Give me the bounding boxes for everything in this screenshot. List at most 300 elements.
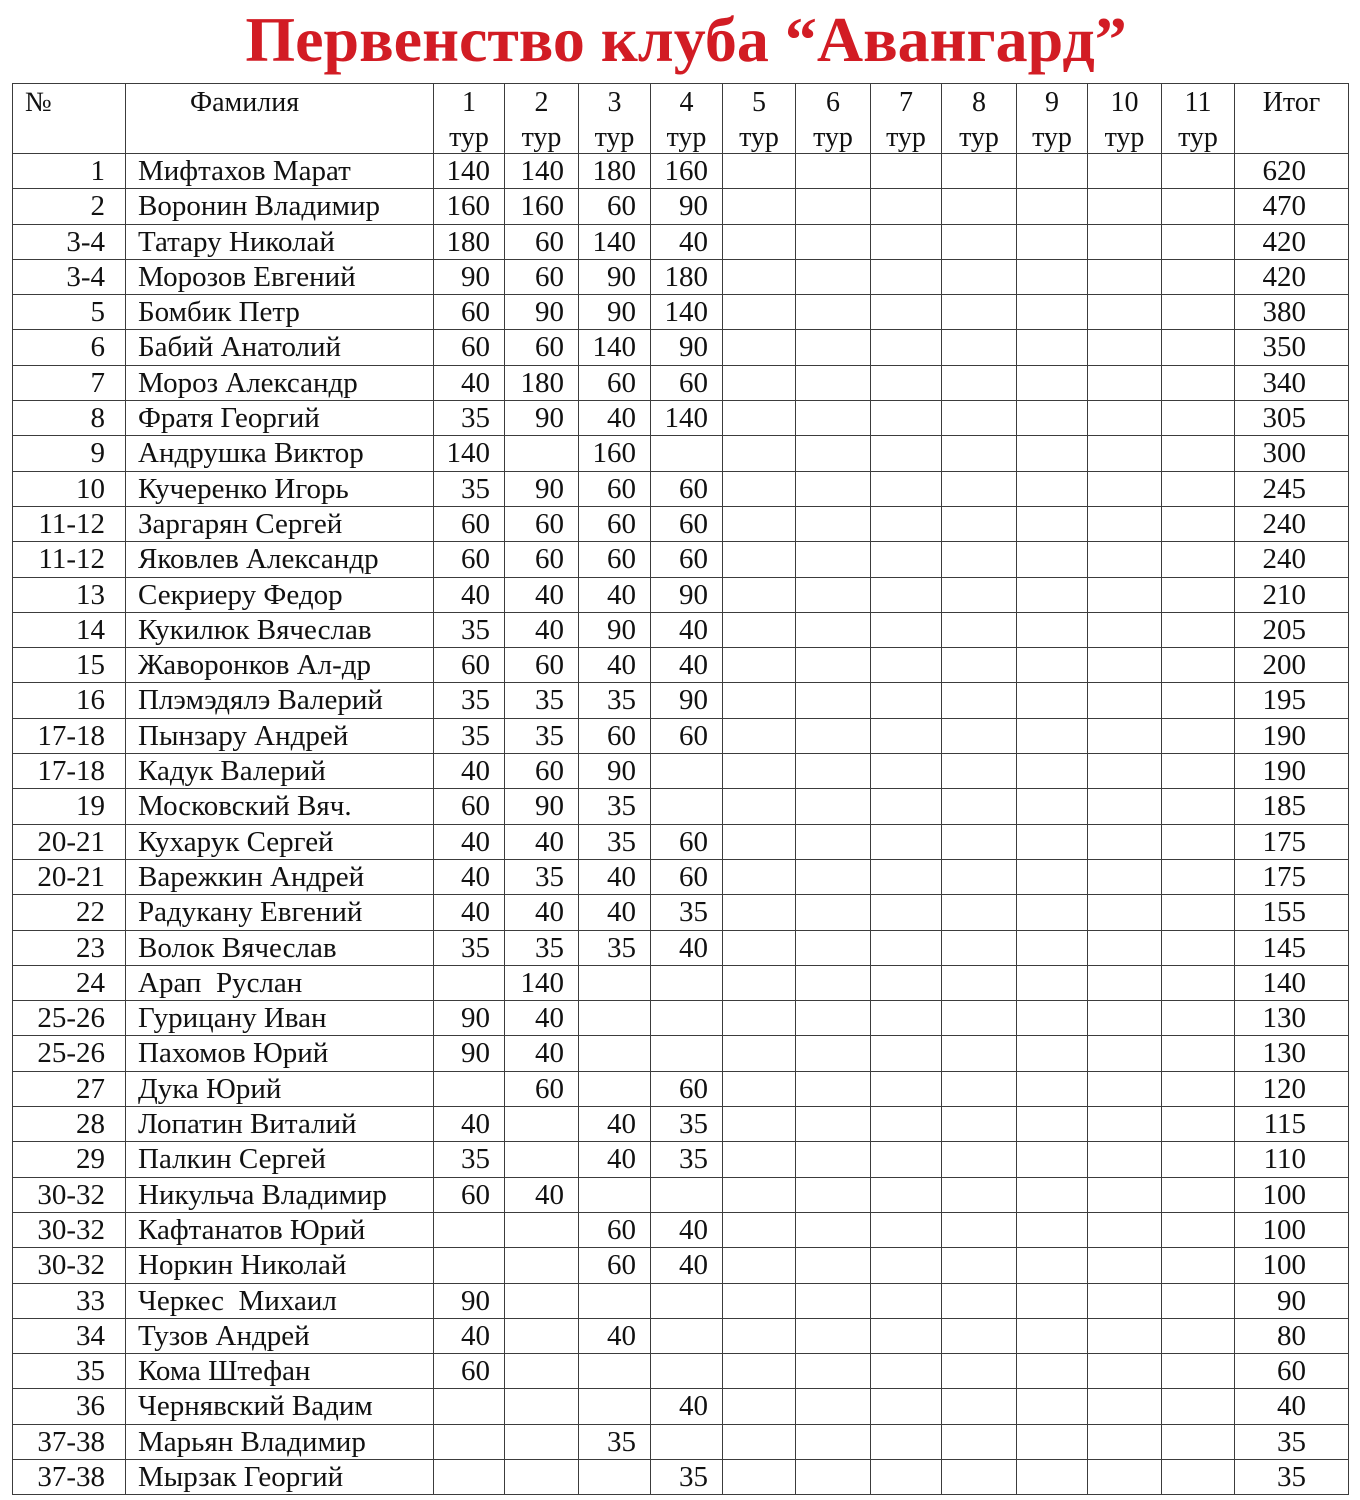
table-row [13,1107,1349,1142]
score-cell: 35 [579,931,651,965]
table-row [13,1001,1349,1036]
round-number: 1 [462,87,476,118]
name-cell: Мифтахов Марат [126,154,434,188]
score-cell [1017,1036,1088,1070]
total-cell: 190 [1235,754,1349,788]
place-cell: 17-18 [13,719,126,753]
score-cell [1088,1107,1162,1141]
total-cell: 195 [1235,683,1349,717]
score-cell [871,1072,942,1106]
score-cell [871,1284,942,1318]
place-cell: 30-32 [13,1178,126,1212]
score-cell: 60 [579,719,651,753]
score-cell [871,1107,942,1141]
score-cell [796,1178,871,1212]
table-row [13,931,1349,966]
score-cell [723,472,796,506]
table-row [13,719,1349,754]
name-cell: Чернявский Вадим [126,1389,434,1423]
score-cell: 40 [579,895,651,929]
score-cell [1162,825,1235,859]
table-row [13,189,1349,224]
score-cell [1088,1001,1162,1035]
score-cell [1088,683,1162,717]
score-cell: 35 [434,472,505,506]
score-cell [871,1425,942,1459]
header-round-10 [1088,84,1162,153]
table-row [13,472,1349,507]
score-cell [942,719,1017,753]
score-cell [579,1284,651,1318]
score-cell [942,648,1017,682]
round-number: 6 [826,87,840,118]
round-number: 2 [534,87,549,118]
score-cell [505,1248,579,1282]
table-row [13,683,1349,718]
score-cell: 90 [579,295,651,329]
place-cell: 10 [13,472,126,506]
score-cell: 140 [651,401,723,435]
round-number: 9 [1045,87,1059,118]
score-cell: 40 [651,1213,723,1247]
table-row [13,966,1349,1001]
score-cell [723,789,796,823]
total-cell: 300 [1235,436,1349,470]
score-cell [871,330,942,364]
score-cell [1088,401,1162,435]
score-cell [942,789,1017,823]
table-row [13,754,1349,789]
round-unit: тур [666,122,707,153]
round-unit: тур [1104,122,1145,153]
score-cell [796,295,871,329]
score-cell [942,1107,1017,1141]
score-cell [1088,1213,1162,1247]
score-cell [505,1284,579,1318]
table-row [13,507,1349,542]
score-cell: 40 [651,613,723,647]
score-cell [796,613,871,647]
name-cell: Варежкин Андрей [126,860,434,894]
score-cell: 40 [505,1178,579,1212]
name-cell: Лопатин Виталий [126,1107,434,1141]
score-cell [1017,719,1088,753]
score-cell [871,1389,942,1423]
place-cell: 5 [13,295,126,329]
score-cell [505,1425,579,1459]
table-row [13,401,1349,436]
score-cell [1017,189,1088,223]
table-row [13,895,1349,930]
score-cell: 90 [651,683,723,717]
score-cell [942,401,1017,435]
header-round-2 [505,84,579,153]
score-cell [723,1036,796,1070]
score-cell: 90 [651,578,723,612]
score-cell [871,1319,942,1353]
score-cell [1088,1389,1162,1423]
table-row [13,1072,1349,1107]
score-cell [579,1389,651,1423]
total-cell: 100 [1235,1178,1349,1212]
score-cell: 140 [579,330,651,364]
score-cell [796,931,871,965]
score-cell [796,401,871,435]
score-cell [579,1354,651,1388]
total-cell: 210 [1235,578,1349,612]
score-cell: 40 [651,225,723,259]
score-cell [1017,931,1088,965]
score-cell [1017,330,1088,364]
name-cell: Кучеренко Игорь [126,472,434,506]
score-cell [1162,1425,1235,1459]
score-cell [723,895,796,929]
score-cell: 90 [505,472,579,506]
score-cell [871,825,942,859]
score-cell: 35 [505,931,579,965]
table-row [13,1178,1349,1213]
total-cell: 140 [1235,966,1349,1000]
score-cell [1088,719,1162,753]
score-cell: 60 [651,507,723,541]
round-unit: тур [521,122,562,153]
score-cell [723,1389,796,1423]
score-cell [651,1354,723,1388]
score-cell [871,1142,942,1176]
place-cell: 8 [13,401,126,435]
score-cell: 40 [505,1001,579,1035]
score-cell [871,578,942,612]
score-cell [505,1354,579,1388]
total-cell: 185 [1235,789,1349,823]
score-cell: 40 [434,754,505,788]
name-cell: Черкес Михаил [126,1284,434,1318]
score-cell [1017,895,1088,929]
score-cell: 160 [651,154,723,188]
score-cell [871,613,942,647]
score-cell [723,1248,796,1282]
score-cell [1017,966,1088,1000]
total-cell: 60 [1235,1354,1349,1388]
name-cell: Мырзак Георгий [126,1460,434,1494]
header-round-11 [1162,84,1235,153]
score-cell: 35 [651,895,723,929]
place-cell: 30-32 [13,1213,126,1247]
score-cell [942,1389,1017,1423]
name-cell: Андрушка Виктор [126,436,434,470]
score-cell [1088,895,1162,929]
score-cell [1162,789,1235,823]
place-cell: 7 [13,366,126,400]
score-cell [505,1107,579,1141]
score-cell [1017,1001,1088,1035]
score-cell [723,260,796,294]
score-cell [651,436,723,470]
score-cell [1017,366,1088,400]
place-cell: 22 [13,895,126,929]
score-cell [723,507,796,541]
score-cell [1017,578,1088,612]
score-cell [723,401,796,435]
round-number: 5 [752,87,766,118]
place-cell: 3-4 [13,260,126,294]
score-cell: 40 [579,401,651,435]
score-cell [1017,472,1088,506]
score-cell: 35 [651,1107,723,1141]
total-cell: 240 [1235,542,1349,576]
score-cell: 35 [434,931,505,965]
place-cell: 13 [13,578,126,612]
score-cell [942,507,1017,541]
place-cell: 1 [13,154,126,188]
total-cell: 420 [1235,225,1349,259]
place-cell: 35 [13,1354,126,1388]
score-cell [723,719,796,753]
name-cell: Плэмэдялэ Валерий [126,683,434,717]
score-cell [942,1213,1017,1247]
score-cell [796,719,871,753]
score-cell: 40 [579,578,651,612]
score-cell [1162,189,1235,223]
total-cell: 35 [1235,1425,1349,1459]
score-cell [871,189,942,223]
score-cell [1088,789,1162,823]
place-cell: 34 [13,1319,126,1353]
score-cell: 40 [651,1248,723,1282]
score-cell [1017,613,1088,647]
score-cell: 90 [505,401,579,435]
score-cell [723,1319,796,1353]
score-cell: 180 [579,154,651,188]
table-row [13,825,1349,860]
score-cell [1088,366,1162,400]
score-cell [1017,401,1088,435]
score-cell [796,1319,871,1353]
name-cell: Фратя Георгий [126,401,434,435]
score-cell [1088,578,1162,612]
score-cell [942,1284,1017,1318]
score-cell [1162,1284,1235,1318]
score-cell [871,401,942,435]
score-cell: 40 [579,648,651,682]
score-cell: 60 [434,330,505,364]
score-cell [1088,613,1162,647]
place-cell: 20-21 [13,860,126,894]
score-cell [871,683,942,717]
score-cell [434,1389,505,1423]
score-cell [505,1142,579,1176]
score-cell [723,825,796,859]
name-cell: Секриеру Федор [126,578,434,612]
score-cell [1162,1001,1235,1035]
score-cell: 35 [434,613,505,647]
score-cell: 180 [434,225,505,259]
score-cell [505,1460,579,1494]
score-cell [1017,1072,1088,1106]
score-cell: 90 [434,1284,505,1318]
score-cell: 40 [505,578,579,612]
score-cell [942,472,1017,506]
score-cell [723,578,796,612]
total-cell: 100 [1235,1213,1349,1247]
score-cell [796,1354,871,1388]
score-cell [1162,330,1235,364]
score-cell [1017,789,1088,823]
place-cell: 37-38 [13,1460,126,1494]
score-cell [942,225,1017,259]
total-cell: 90 [1235,1284,1349,1318]
place-cell: 25-26 [13,1036,126,1070]
score-cell: 60 [505,225,579,259]
total-cell: 155 [1235,895,1349,929]
score-cell [796,472,871,506]
score-cell [1162,1248,1235,1282]
total-cell: 100 [1235,1248,1349,1282]
score-cell [579,1460,651,1494]
header-round-4 [651,84,723,153]
score-cell [1162,578,1235,612]
score-cell: 40 [434,1319,505,1353]
table-row [13,648,1349,683]
score-cell: 90 [505,789,579,823]
score-cell [651,1319,723,1353]
score-cell: 40 [505,1036,579,1070]
place-cell: 30-32 [13,1248,126,1282]
score-cell: 90 [434,260,505,294]
score-cell [723,1072,796,1106]
score-cell: 60 [651,472,723,506]
table-row [13,1036,1349,1071]
table-row [13,1354,1349,1389]
score-cell [796,895,871,929]
score-cell [1088,1425,1162,1459]
score-cell [723,1213,796,1247]
round-number: 4 [679,87,694,118]
score-cell: 40 [434,1107,505,1141]
score-cell [796,1072,871,1106]
score-cell [1088,436,1162,470]
score-cell [796,225,871,259]
score-cell: 180 [651,260,723,294]
round-number: 11 [1184,87,1212,118]
table-row [13,613,1349,648]
table-header-row [13,84,1349,154]
score-cell [871,895,942,929]
score-cell [1017,825,1088,859]
score-cell: 35 [651,1142,723,1176]
score-cell [1088,754,1162,788]
score-cell [1017,1284,1088,1318]
score-cell [1162,1319,1235,1353]
name-cell: Арап Руслан [126,966,434,1000]
score-cell [871,295,942,329]
score-cell [1017,1425,1088,1459]
total-cell: 350 [1235,330,1349,364]
score-cell [942,260,1017,294]
table-row [13,860,1349,895]
total-cell: 40 [1235,1389,1349,1423]
score-cell [1088,507,1162,541]
score-cell [1088,1072,1162,1106]
score-cell [1162,260,1235,294]
score-cell [1017,1213,1088,1247]
score-cell [505,1213,579,1247]
score-cell [871,1036,942,1070]
table-row [13,1284,1349,1319]
score-cell [723,1142,796,1176]
score-cell [796,1036,871,1070]
score-cell [579,966,651,1000]
score-cell: 60 [651,860,723,894]
score-cell [1017,1354,1088,1388]
score-cell [723,1425,796,1459]
header-surname: Фамилия [126,84,434,153]
score-cell: 60 [505,260,579,294]
score-cell [796,507,871,541]
round-unit: тур [449,122,489,153]
score-cell [1162,860,1235,894]
score-cell [796,1248,871,1282]
score-cell [723,754,796,788]
score-cell: 140 [434,154,505,188]
score-cell [505,1319,579,1353]
place-cell: 28 [13,1107,126,1141]
place-cell: 2 [13,189,126,223]
score-cell [942,436,1017,470]
total-cell: 175 [1235,825,1349,859]
score-cell: 90 [579,260,651,294]
score-cell: 40 [434,860,505,894]
score-cell [1088,542,1162,576]
header-number: № [13,84,126,153]
name-cell: Норкин Николай [126,1248,434,1282]
score-cell [942,1001,1017,1035]
score-cell [796,1107,871,1141]
score-cell [723,648,796,682]
name-cell: Пахомов Юрий [126,1036,434,1070]
score-cell [1017,1178,1088,1212]
score-cell [723,295,796,329]
place-cell: 11-12 [13,507,126,541]
score-cell [1162,648,1235,682]
name-cell: Кукилюк Вячеслав [126,613,434,647]
score-cell [871,366,942,400]
score-cell [796,436,871,470]
score-cell [871,260,942,294]
header-total: Итог [1235,84,1349,153]
name-cell: Татару Николай [126,225,434,259]
score-cell [1017,154,1088,188]
place-cell: 9 [13,436,126,470]
score-cell [1088,1354,1162,1388]
score-cell [942,578,1017,612]
score-cell [723,613,796,647]
score-cell [723,683,796,717]
score-cell [871,931,942,965]
score-cell: 140 [505,966,579,1000]
table-row [13,225,1349,260]
score-cell [871,154,942,188]
place-cell: 19 [13,789,126,823]
score-cell: 140 [505,154,579,188]
table-row [13,1142,1349,1177]
name-cell: Мороз Александр [126,366,434,400]
score-cell [796,1213,871,1247]
score-cell [1017,1389,1088,1423]
score-cell [1017,683,1088,717]
score-cell [579,1072,651,1106]
score-cell [871,542,942,576]
